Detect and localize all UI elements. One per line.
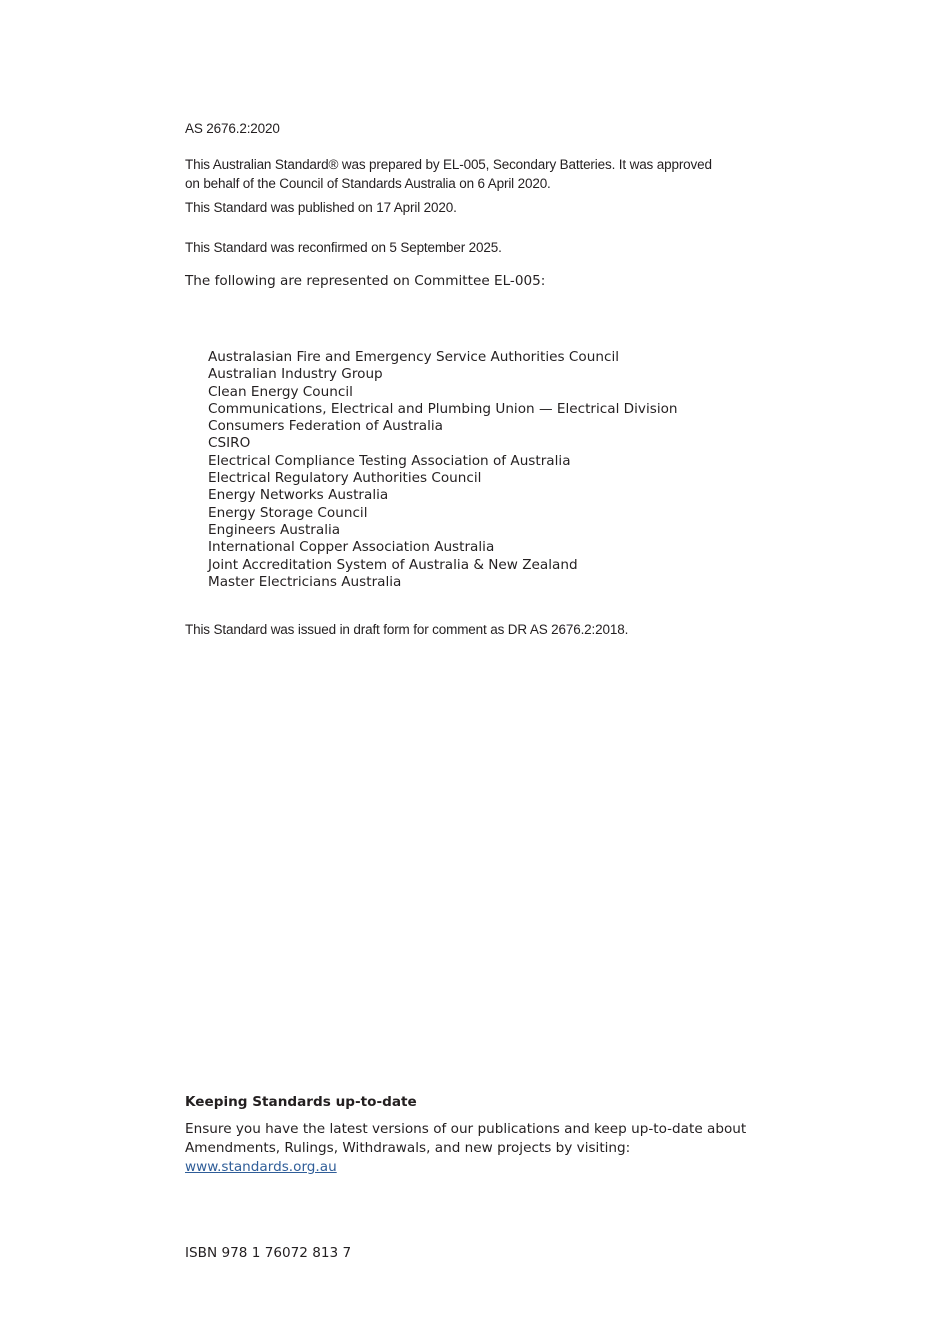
committee-member: International Copper Association Australia: [208, 539, 495, 556]
committee-intro: The following are represented on Committee EL-005:: [185, 273, 546, 289]
committee-member: Energy Networks Australia: [208, 487, 389, 504]
standards-website-link[interactable]: www.standards.org.au: [185, 1159, 337, 1175]
draft-note: This Standard was issued in draft form for comment as DR AS 2676.2:2018.: [185, 622, 629, 637]
committee-member: Electrical Regulatory Authorities Council: [208, 470, 482, 487]
standard-designation: AS 2676.2:2020: [185, 121, 280, 136]
committee-member-list: [208, 349, 678, 591]
preparation-line-1: This Australian Standard® was prepared by EL-005, Secondary Batteries. It was approved: [185, 157, 712, 172]
committee-member: Communications, Electrical and Plumbing Union — Electrical Division: [208, 400, 678, 417]
reconfirmed-statement: This Standard was reconfirmed on 5 September 2025.: [185, 240, 502, 255]
committee-member: Engineers Australia: [208, 521, 341, 538]
committee-member: Master Electricians Australia: [208, 573, 402, 590]
updates-body: [185, 1120, 746, 1177]
committee-member: CSIRO: [208, 435, 251, 452]
updates-heading: Keeping Standards up-to-date: [185, 1094, 417, 1110]
committee-member: Clean Energy Council: [208, 383, 353, 400]
updates-line-1: Ensure you have the latest versions of our publications and keep up-to-date about: [185, 1121, 747, 1137]
committee-member: Electrical Compliance Testing Association of Australia: [208, 452, 571, 469]
updates-line-2: Amendments, Rulings, Withdrawals, and new projects by visiting:: [185, 1140, 631, 1156]
committee-member: Joint Accreditation System of Australia & New Zealand: [208, 556, 578, 573]
committee-member: Consumers Federation of Australia: [208, 418, 443, 435]
isbn: ISBN 978 1 76072 813 7: [185, 1245, 352, 1261]
preparation-statement: [185, 155, 712, 193]
committee-member: Australasian Fire and Emergency Service Authorities Council: [208, 349, 619, 365]
published-statement: This Standard was published on 17 April 2020.: [185, 200, 457, 215]
committee-member: Energy Storage Council: [208, 504, 368, 521]
committee-member: Australian Industry Group: [208, 366, 383, 383]
preparation-line-2: on behalf of the Council of Standards Australia on 6 April 2020.: [185, 176, 551, 191]
